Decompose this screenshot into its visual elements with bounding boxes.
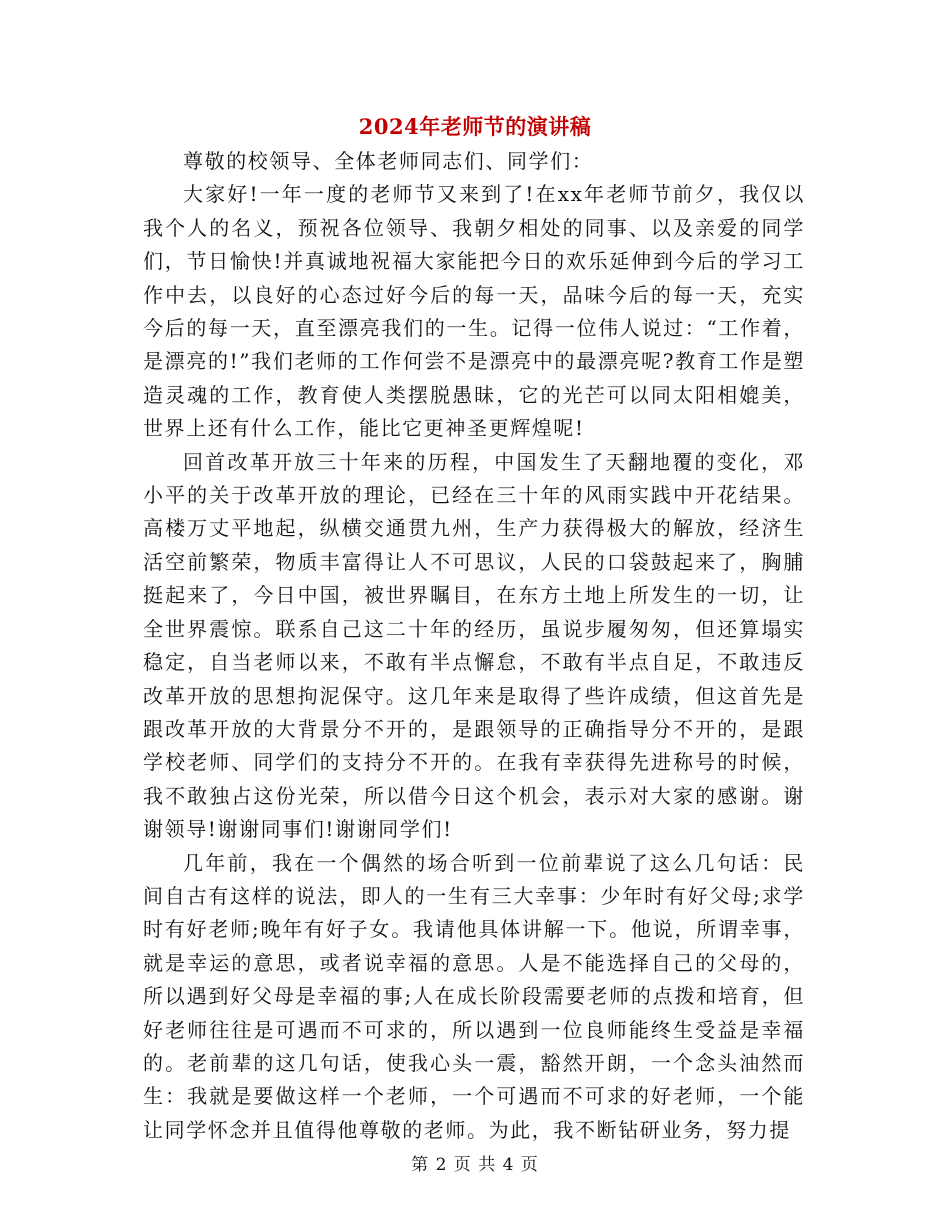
body-paragraph: 回首改革开放三十年来的历程，中国发生了天翻地覆的变化，邓小平的关于改革开放的理论，已经在三十年的风雨实践中开花结果。高楼万丈平地起，纵横交通贯九州，生产力获得极大的解放，经济生活空前繁荣，物质丰富得让人不可思议，人民的口袋鼓起来了，胸脯挺起来了，今日中国，被世界瞩目，在东方土地上所发生的一切，让全世界震惊。联系自己这二十年的经历，虽说步履匆匆，但还算塌实稳定，自当老师以来，不敢有半点懈怠，不敢有半点自足，不敢违反改革开放的思想拘泥保守。这几年来是取得了些许成绩，但这首先是跟改革开放的大背景分不开的，是跟领导的正确指导分不开的，是跟学校老师、同学们的支持分不开的。在我有幸获得先进称号的时候，我不敢独占这份光荣，所以借今日这个机会，表示对大家的感谢。谢谢领导!谢谢同事们!谢谢同学们!: [143, 449, 805, 842]
body-paragraph: 几年前，我在一个偶然的场合听到一位前辈说了这么几句话：民间自古有这样的说法，即人的一生有三大幸事：少年时有好父母;求学时有好老师;晚年有好子女。我请他具体讲解一下。他说，所谓幸事，就是幸运的意思，或者说幸福的意思。人是不能选择自己的父母的，所以遇到好父母是幸福的事;人在成长阶段需要老师的点拨和培育，但好老师往往是可遇而不可求的，所以遇到一位良师能终生受益是幸福的。老前辈的这几句话，使我心头一震，豁然开朗，一个念头油然而生：我就是要做这样一个老师，一个可遇而不可求的好老师，一个能让同学怀念并且值得他尊敬的老师。为此，我不断钻研业务，努力提: [143, 850, 805, 1142]
document-body: [143, 145, 805, 1147]
page-number-footer: 第 2 页 共 4 页: [411, 1155, 539, 1175]
salutation-paragraph: 尊敬的校领导、全体老师同志们、同学们：: [183, 149, 594, 173]
body-paragraph: 大家好!一年一度的老师节又来到了!在xx年老师节前夕，我仅以我个人的名义，预祝各位领导、我朝夕相处的同事、以及亲爱的同学们，节日愉快!并真诚地祝福大家能把今日的欢乐延伸到今后的学习工作中去，以良好的心态过好今后的每一天，品味今后的每一天，充实今后的每一天，直至漂亮我们的一生。记得一位伟人说过：“工作着，是漂亮的!”我们老师的工作何尝不是漂亮中的最漂亮呢?教育工作是塑造灵魂的工作，教育使人类摆脱愚昧，它的光芒可以同太阳相媲美，世界上还有什么工作，能比它更神圣更辉煌呢!: [143, 182, 805, 441]
document-title: 2024年老师节的演讲稿: [358, 114, 592, 139]
